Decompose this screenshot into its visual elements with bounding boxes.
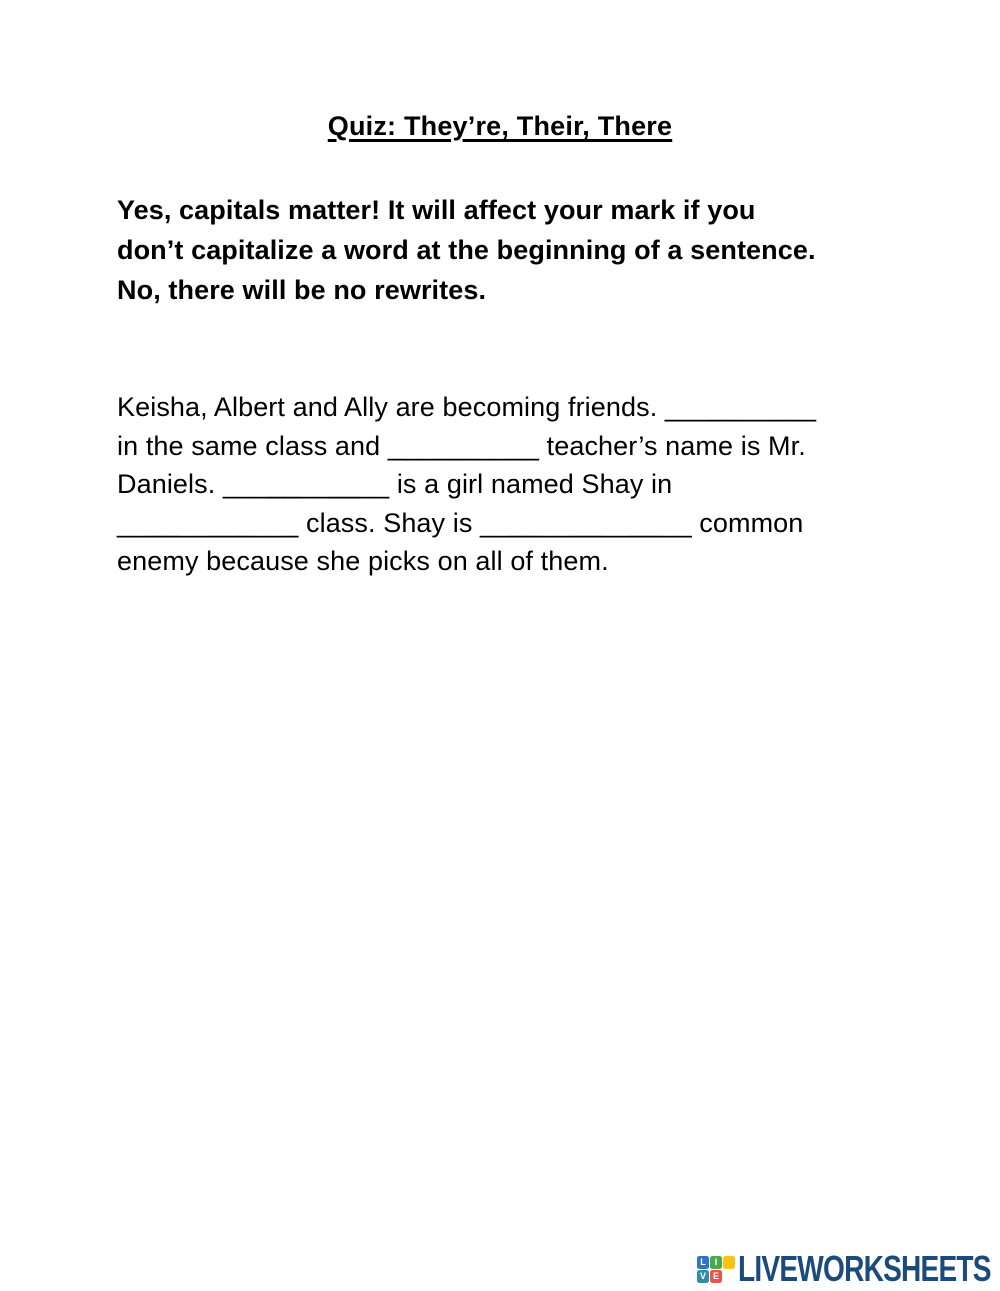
liveworksheets-icon (697, 1256, 735, 1283)
worksheet-title: Quiz: They’re, Their, There (327, 111, 673, 141)
exercise-line: enemy because she picks on all of them. (117, 546, 609, 576)
title-row (0, 111, 1000, 142)
exercise-line: Daniels. ___________ is a girl named Shay in (117, 469, 673, 499)
instruction-line: Yes, capitals matter! It will affect your mark if you (117, 195, 756, 225)
logo-tile-v: V (697, 1270, 709, 1283)
exercise-line: ____________ class. Shay is ______________ common (117, 507, 804, 538)
liveworksheets-wordmark: LIVEWORKSHEETS (738, 1248, 991, 1289)
instruction-line: No, there will be no rewrites. (117, 275, 487, 305)
logo-tile-l: L (697, 1256, 709, 1269)
logo-tile-i: I (710, 1256, 722, 1269)
liveworksheets-logo[interactable] (697, 1250, 1000, 1288)
logo-tile-e: E (710, 1270, 722, 1283)
instruction-line: don’t capitalize a word at the beginning of a sentence. (117, 235, 816, 265)
logo-tile-yellow (723, 1256, 735, 1269)
exercise-paragraph (117, 388, 907, 581)
logo-tile-spacer (723, 1270, 735, 1283)
exercise-line: Keisha, Albert and Ally are becoming friends. __________ (117, 392, 817, 422)
exercise-line: in the same class and __________ teacher’s name is Mr. (117, 430, 806, 461)
instructions-paragraph (117, 190, 907, 310)
